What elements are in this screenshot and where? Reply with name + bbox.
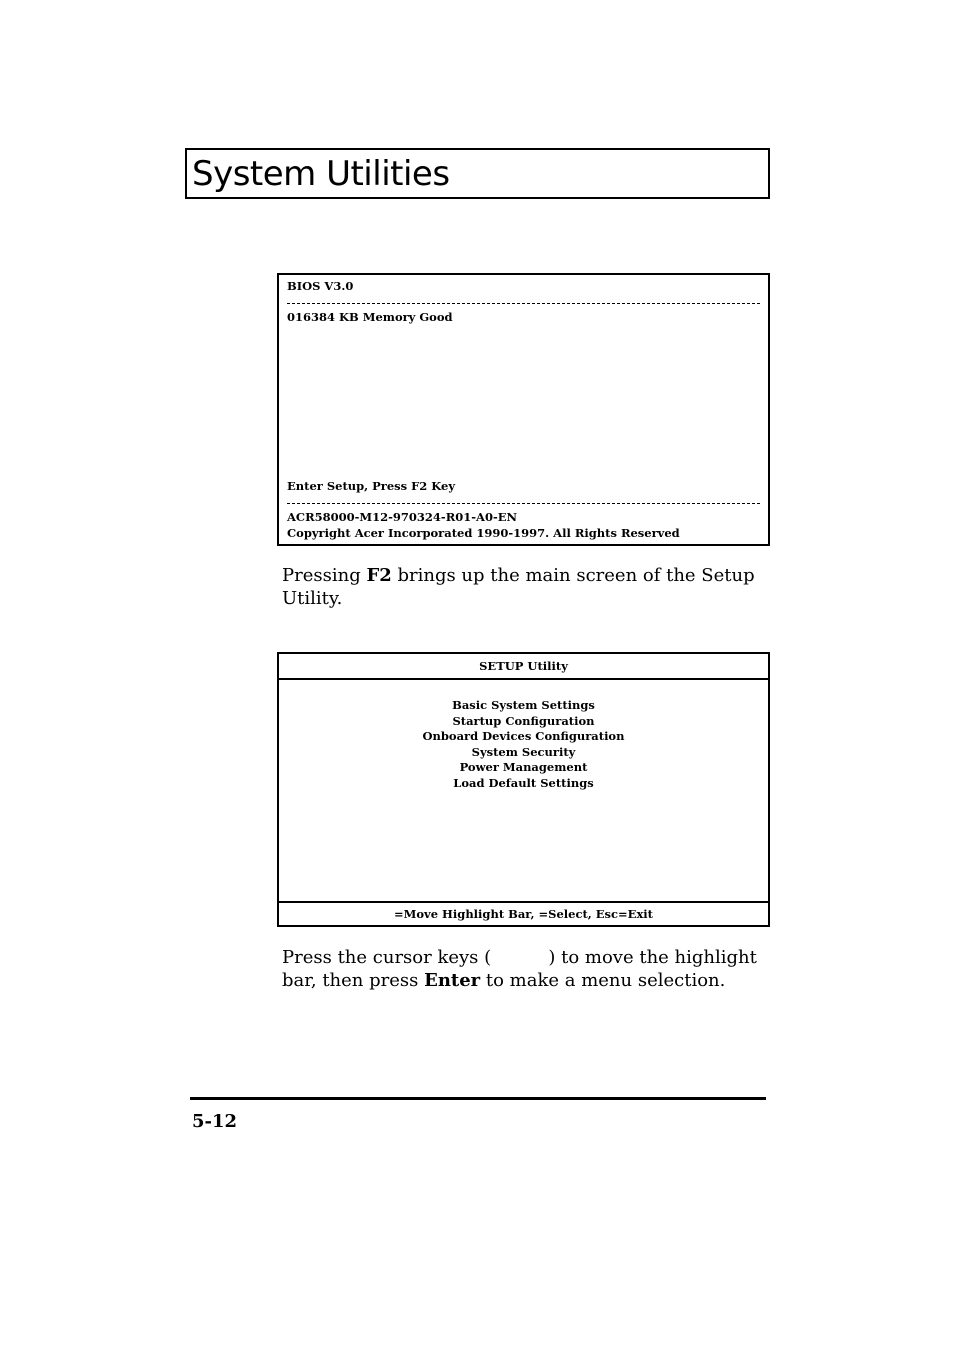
menu-item-onboard-devices-configuration[interactable]: Onboard Devices Configuration [422, 729, 625, 743]
chapter-header [185, 148, 770, 199]
paragraph-f2 [282, 565, 772, 610]
para1-after: brings up the main screen of the Setup Utility. [282, 565, 755, 609]
memory-status: 016384 KB Memory Good [287, 310, 453, 324]
menu-item-load-default-settings[interactable]: Load Default Settings [453, 775, 594, 790]
menu-item-power-management[interactable]: Power Management [459, 760, 588, 774]
setup-key-help: =Move Highlight Bar, =Select, Esc=Exit [279, 901, 768, 925]
bios-id: ACR58000-M12-970324-R01-A0-EN [287, 510, 518, 524]
bios-screen [277, 273, 770, 546]
setup-menu [279, 698, 768, 791]
bios-divider-top [287, 303, 760, 304]
menu-item-system-security[interactable]: System Security [471, 744, 576, 759]
footer-rule [190, 1097, 766, 1100]
setup-utility-screen [277, 652, 770, 927]
menu-item-basic-system-settings[interactable]: Basic System Settings [452, 698, 595, 712]
bios-version: BIOS V3.0 [287, 279, 354, 293]
chapter-title: System Utilities [192, 154, 450, 194]
para1-before: Pressing [282, 565, 367, 586]
key-f2: F2 [366, 565, 392, 586]
bios-divider-bottom [287, 503, 760, 504]
setup-prompt: Enter Setup, Press F2 Key [287, 479, 456, 493]
page-number: 5-12 [192, 1111, 238, 1132]
paragraph-cursor-keys [282, 947, 772, 992]
bios-copyright: Copyright Acer Incorporated 1990-1997. All Rights Reserved [287, 526, 680, 540]
para2-after: to make a menu selection. [480, 969, 726, 991]
setup-title: SETUP Utility [279, 654, 768, 680]
key-enter: Enter [424, 969, 481, 991]
para2-before: Press the cursor keys ( ) to move the highlight bar, then press [282, 947, 763, 991]
menu-item-startup-configuration[interactable]: Startup Configuration [452, 713, 595, 728]
